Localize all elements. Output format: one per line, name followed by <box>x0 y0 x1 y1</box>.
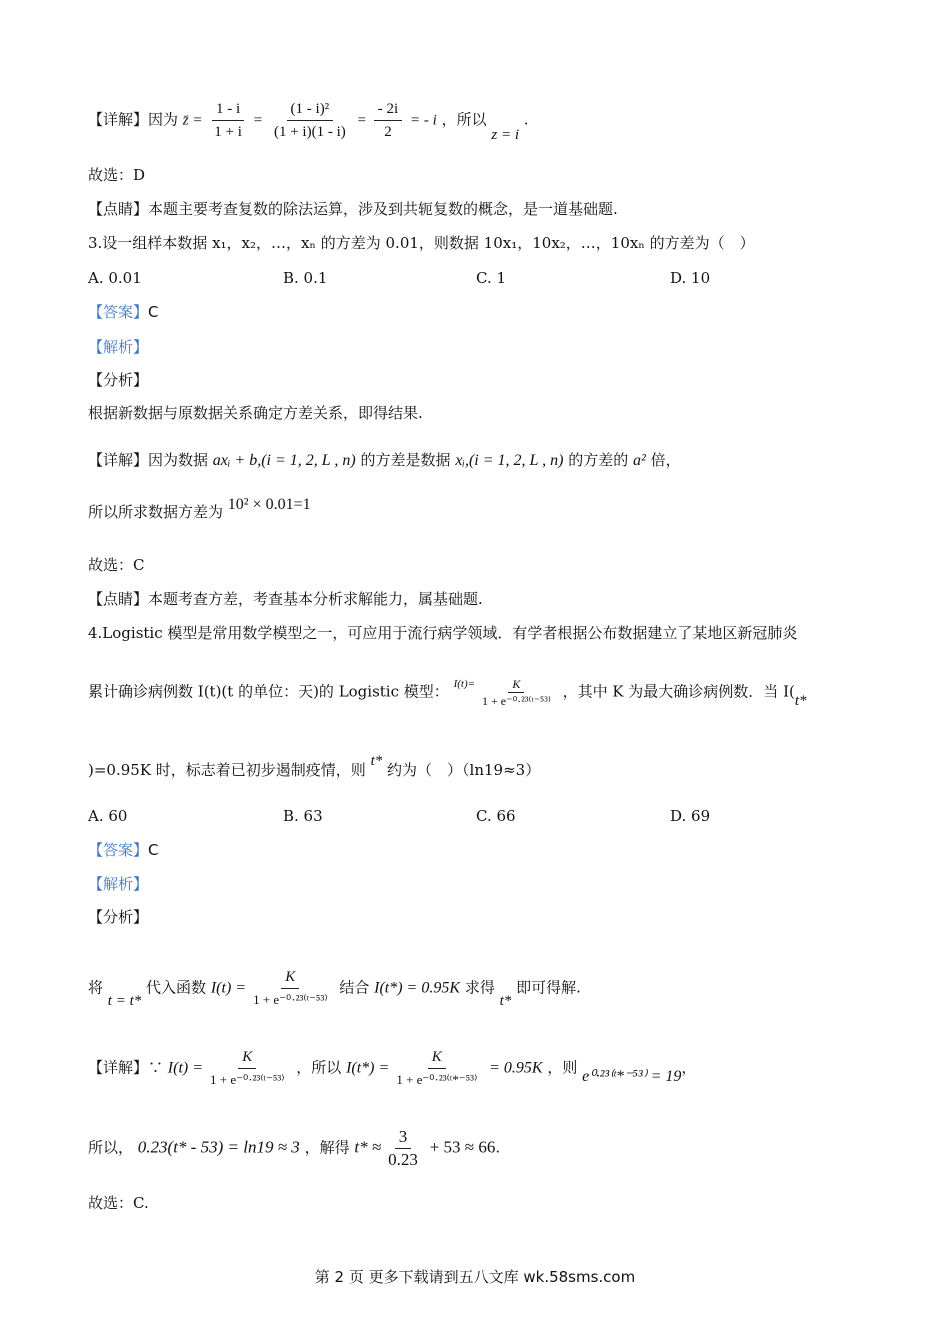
fenxi-text: 求得 <box>464 978 495 997</box>
q4-fenxi: 【分析】 <box>88 908 149 926</box>
q3-detail-line <box>88 450 681 471</box>
frac-den: 1 + e⁻⁰·²³⁽ᵗ*⁻⁵³⁾ <box>396 1072 478 1087</box>
q2-detail-line <box>88 98 529 143</box>
detail-text: ，则 <box>547 1058 578 1077</box>
formula-exp-19: e⁰·²³⁽ᵗ*⁻⁵³⁾ = 19 <box>582 1067 682 1085</box>
stem-text: )=0.95K 时，标志着已初步遏制疫情，则 <box>88 761 366 779</box>
formula-a-squared: a² <box>633 452 646 469</box>
detail-text: ， <box>681 1058 697 1077</box>
q3-fenxi-text: 根据新数据与原数据关系确定方差关系，即得结果. <box>88 404 423 422</box>
q3-select: 故选：C <box>88 556 145 574</box>
q4-detail2-line <box>88 1126 500 1171</box>
detail-text: 【详解】∵ <box>88 1058 164 1077</box>
q4-choice-b: B. 63 <box>283 807 323 825</box>
logistic-fraction <box>478 676 555 709</box>
q4-stem-3 <box>88 753 541 781</box>
so-text: ，所以 <box>441 110 487 129</box>
q4-choice-a: A. 60 <box>88 807 128 825</box>
formula-tail: = 0.95K <box>489 1059 543 1077</box>
q2-select: 故选：D <box>88 166 146 184</box>
formula-lhs: t* ≈ <box>354 1137 382 1157</box>
answer-tag: 【答案】 <box>88 841 149 859</box>
q4-fenxi-line <box>88 966 581 1011</box>
frac-num: K <box>428 1046 446 1069</box>
frac-den: 2 <box>384 124 392 140</box>
q3-choice-d: D. 10 <box>670 269 711 287</box>
frac-num: K <box>508 676 524 693</box>
t-star: t* <box>794 692 807 709</box>
formula-variance: 10² × 0.01=1 <box>227 496 311 513</box>
answer-value: C <box>148 841 159 859</box>
stem-text: ，其中 K 为最大确诊病例数．当 I( <box>562 682 795 701</box>
q3-jiexi: 【解析】 <box>88 338 149 356</box>
fraction-3 <box>374 98 402 143</box>
formula-t-equals-tstar: t = t* <box>107 992 142 1009</box>
fraction-2 <box>270 98 350 143</box>
detail-text: 【详解】因为数据 <box>88 451 209 469</box>
frac-num: 3 <box>395 1126 412 1149</box>
frac-num: - 2i <box>374 98 402 121</box>
q2-comment: 【点睛】本题主要考查复数的除法运算，涉及到共轭复数的概念，是一道基础题. <box>88 200 618 218</box>
stem-text: 累计确诊病例数 I(t)(t 的单位：天)的 Logistic 模型： <box>88 682 449 701</box>
q3-choice-c: C. 1 <box>476 269 507 287</box>
logistic-fraction <box>249 966 331 1011</box>
fenxi-text: 将 <box>88 978 104 997</box>
frac-den: 1 + e⁻⁰·²³⁽ᵗ⁻⁵³⁾ <box>210 1072 285 1087</box>
fenxi-text: 即可得解. <box>516 978 581 997</box>
fraction-1 <box>210 98 246 143</box>
formula-condition: I(t*) = 0.95K <box>374 979 461 997</box>
frac-den: (1 + i)(1 - i) <box>273 124 346 140</box>
q3-choice-b: B. 0.1 <box>283 269 328 287</box>
q4-stem-2 <box>88 676 807 709</box>
detail-text: 的方差是数据 <box>360 451 451 469</box>
stem-text: 约为（ ）（ln19≈3） <box>387 761 541 779</box>
fenxi-text: 结合 <box>339 978 370 997</box>
detail-text: ，解得 <box>304 1138 350 1157</box>
q3-stem: 3.设一组样本数据 x₁，x₂，…，xₙ 的方差为 0.01，则数据 10x₁，10x₂，…，10xₙ 的方差为（ ） <box>88 234 755 252</box>
z-equals-i: z = i <box>491 126 519 143</box>
frac-num: 1 - i <box>212 98 244 121</box>
q3-fenxi: 【分析】 <box>88 371 149 389</box>
t-star: t* <box>499 992 512 1009</box>
answer-tag: 【答案】 <box>88 303 149 321</box>
conj-z: z̄ = <box>182 112 203 129</box>
fenxi-text: 代入函数 <box>146 978 207 997</box>
q3-detail2-line <box>88 496 311 523</box>
frac-num: K <box>281 966 299 989</box>
frac-den: 1 + e⁻⁰·²³⁽ᵗ⁻⁵³⁾ <box>482 694 551 708</box>
page-footer: 第 2 页 更多下载请到五八文库 wk.58sms.com <box>314 1268 636 1286</box>
frac-num: (1 - i)² <box>287 98 334 121</box>
formula-lhs: I(t)= <box>453 677 476 690</box>
q4-choice-d: D. 69 <box>670 807 711 825</box>
q3-answer <box>88 302 159 322</box>
detail-label: 【详解】因为 <box>88 110 179 129</box>
period: . <box>495 1138 501 1157</box>
formula-tail: + 53 ≈ 66 <box>429 1137 496 1157</box>
frac-den: 0.23 <box>388 1150 418 1169</box>
formula-xi: xᵢ,(i = 1, 2, L , n) <box>455 452 564 469</box>
formula-lhs: I(t) = <box>167 1059 204 1077</box>
formula-lhs: I(t) = <box>210 979 247 997</box>
t-star: t* <box>370 753 383 769</box>
detail-text: 所以， <box>88 1138 134 1157</box>
fraction-3-over-023 <box>384 1126 422 1171</box>
detail-text: ，所以 <box>296 1058 342 1077</box>
detail-text: 的方差的 <box>568 451 629 469</box>
equals: = <box>357 112 366 129</box>
frac-den: 1 + e⁻⁰·²³⁽ᵗ⁻⁵³⁾ <box>253 992 328 1007</box>
equals: = <box>253 112 263 129</box>
q4-answer <box>88 840 159 860</box>
result-neg-i: = - i <box>409 112 437 129</box>
detail-text: 倍， <box>650 451 681 469</box>
q3-choice-a: A. 0.01 <box>88 269 142 287</box>
formula-ax-b: axᵢ + b,(i = 1, 2, L , n) <box>212 452 356 469</box>
period: . <box>523 110 529 129</box>
frac-num: K <box>238 1046 256 1069</box>
formula-ln19: 0.23(t* - 53) = ln19 ≈ 3 <box>137 1137 300 1157</box>
q4-jiexi: 【解析】 <box>88 875 149 893</box>
q4-detail-line <box>88 1046 696 1091</box>
detail-text: 所以所求数据方差为 <box>88 503 224 521</box>
logistic-fraction-tstar <box>392 1046 481 1091</box>
q4-choice-c: C. 66 <box>476 807 516 825</box>
q4-select: 故选：C. <box>88 1194 149 1212</box>
answer-value: C <box>148 303 159 321</box>
q4-stem-1: 4.Logistic 模型是常用数学模型之一，可应用于流行病学领域．有学者根据公布数据建立了某地区新冠肺炎 <box>88 624 798 642</box>
logistic-fraction <box>206 1046 288 1091</box>
q3-comment: 【点睛】本题考查方差，考查基本分析求解能力，属基础题. <box>88 590 483 608</box>
frac-den: 1 + i <box>214 124 242 140</box>
formula-lhs: I(t*) = <box>346 1059 390 1077</box>
